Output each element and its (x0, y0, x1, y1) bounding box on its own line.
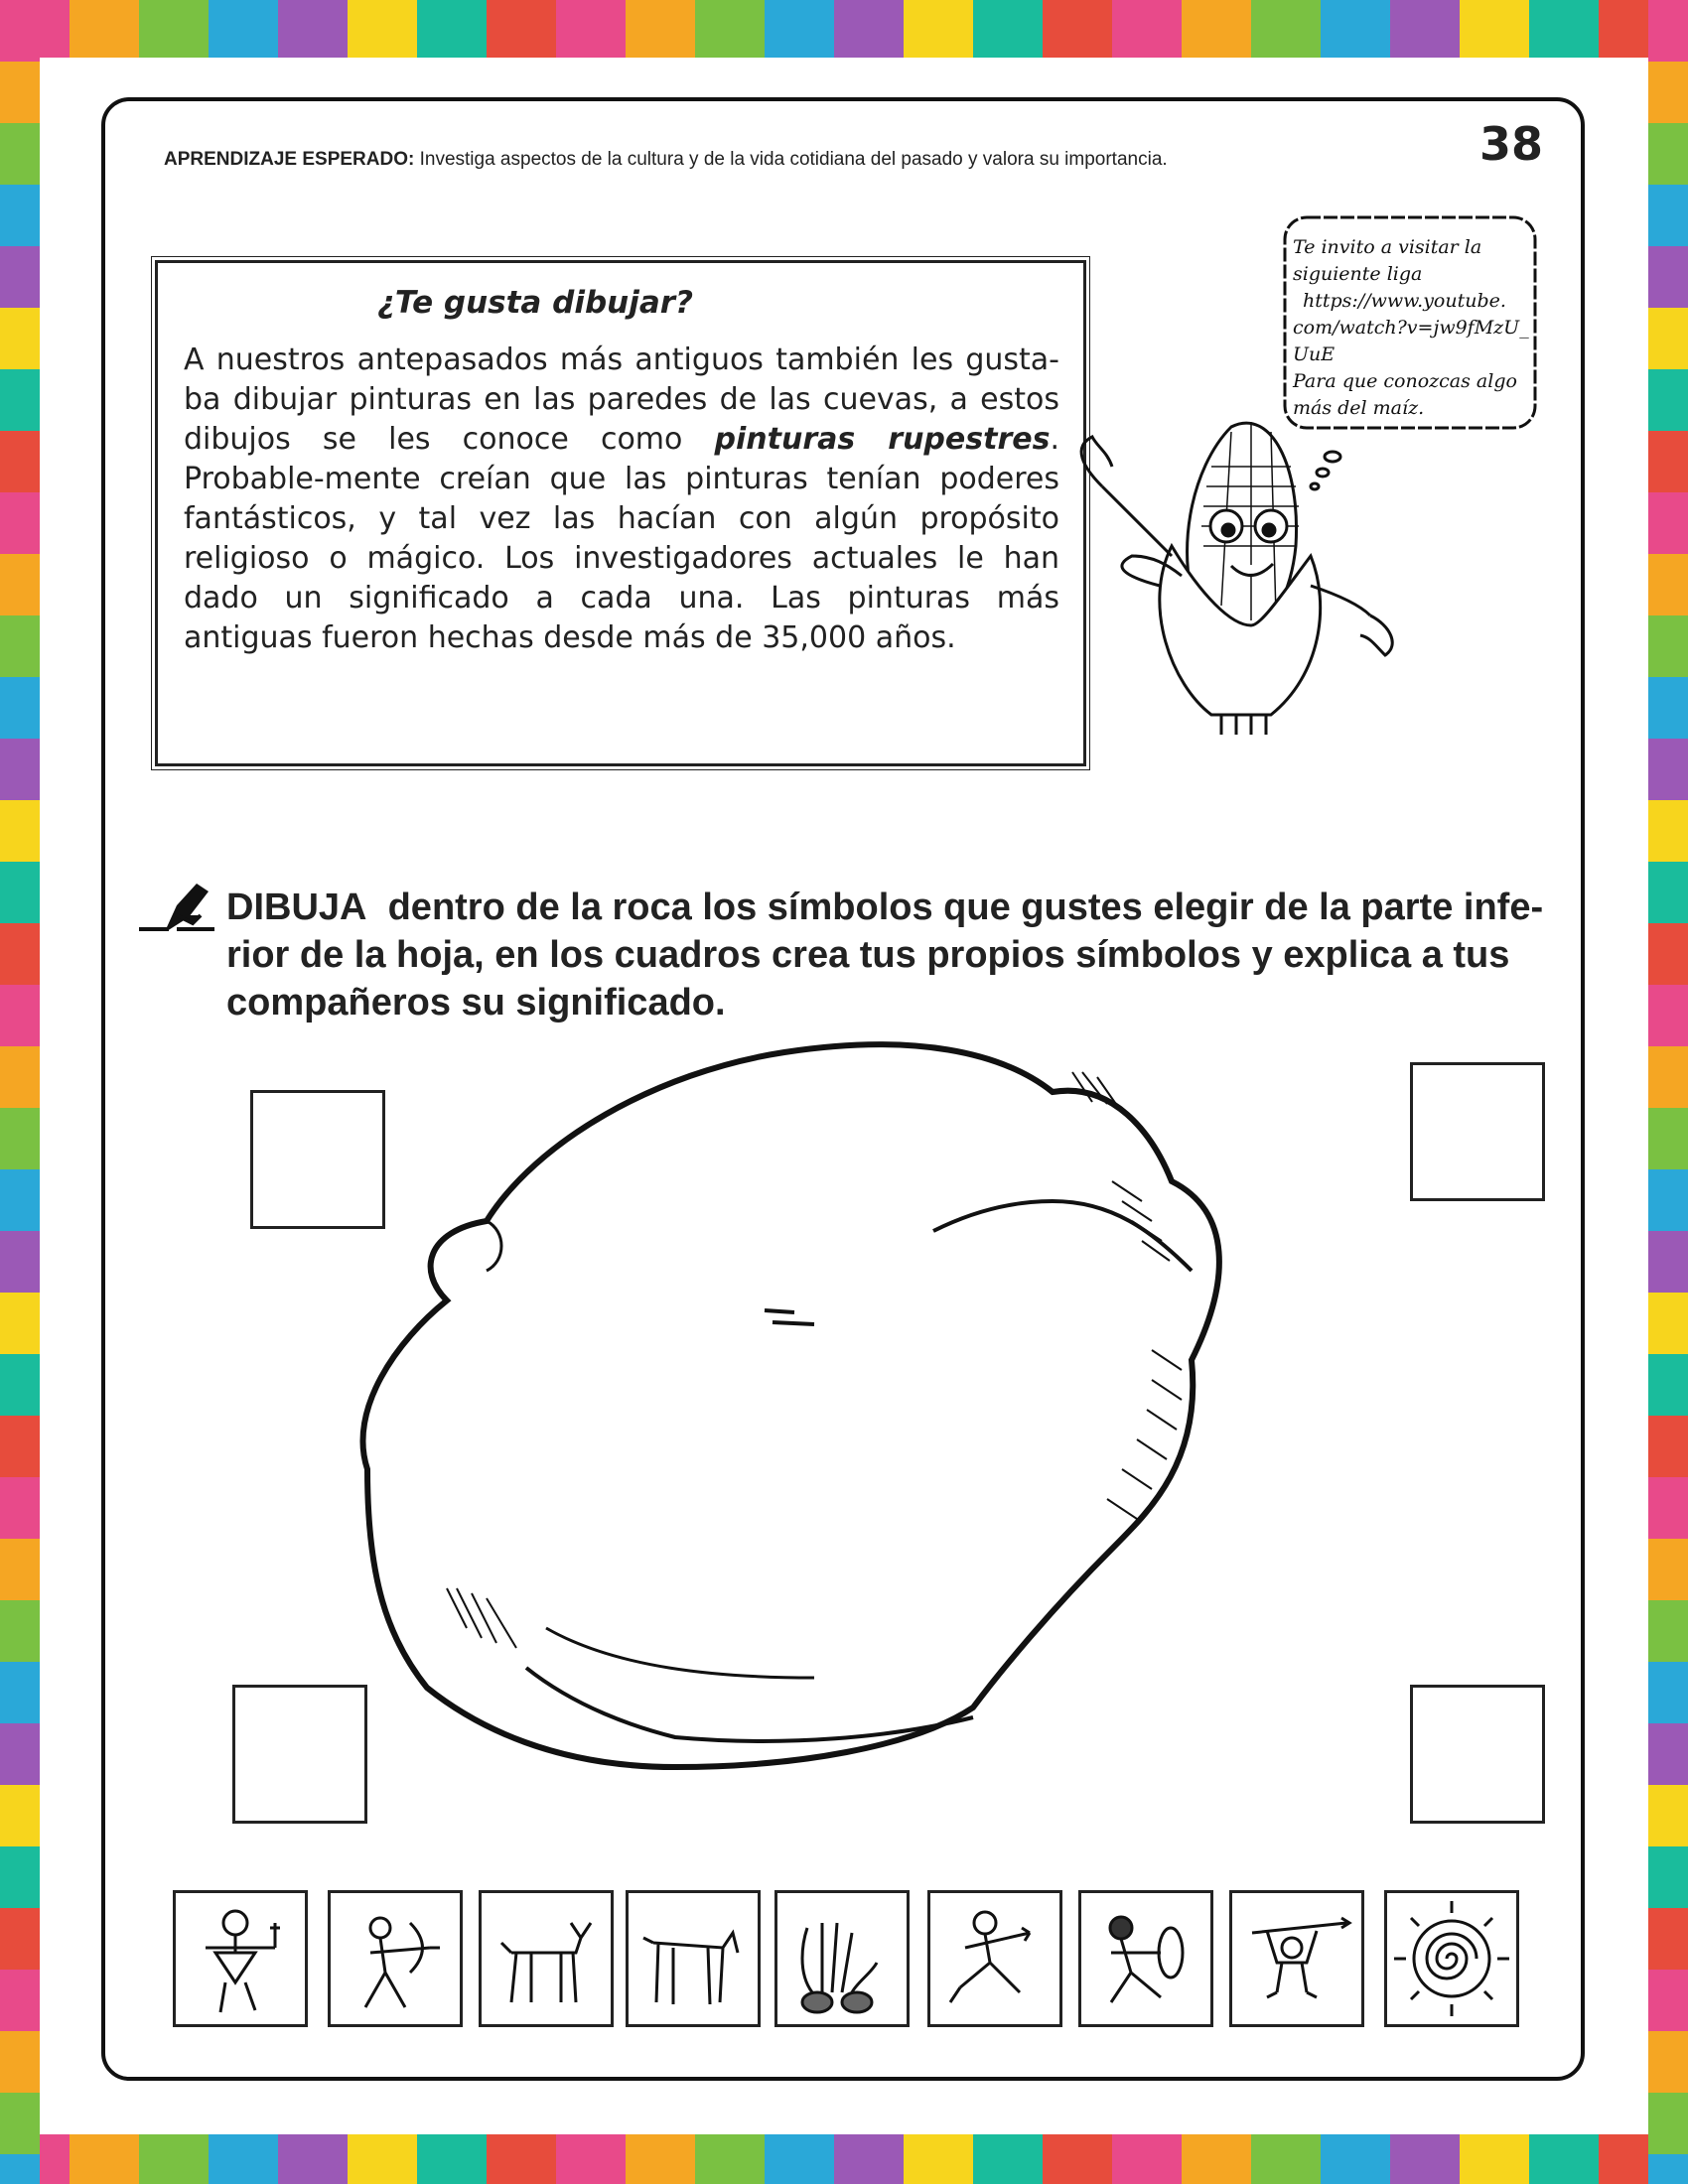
info-box (155, 260, 1086, 766)
decorative-border-bottom (0, 2134, 1688, 2184)
info-box-text (184, 341, 1059, 658)
learning-objective-label: APRENDIZAJE ESPERADO: (164, 149, 415, 170)
crouching-hunter-icon (930, 1893, 1059, 2024)
symbol-warrior-with-shield[interactable] (1078, 1890, 1213, 2027)
learning-objective-text: Investiga aspectos de la cultura y de la vida cotidiana del pasado y valora su importancia. (419, 149, 1168, 170)
info-text-part1: A nuestros antepasados más antiguos también les gusta-ba dibujar pinturas en las paredes de las cuevas, a estos dibujos se les conoce como (184, 342, 1059, 457)
archer-icon (331, 1893, 460, 2024)
instruction-body: dentro de la roca los símbolos que gustes elegir de la parte infe-rior de la hoja, en los cuadros crea tus propios símbolos y explica a tus compañeros su significado. (226, 887, 1544, 1024)
bubble-link[interactable]: com/watch?v=jw9fMzU_ (1293, 317, 1529, 339)
figure-lifting-spear-icon (1232, 1893, 1361, 2024)
drawing-box[interactable] (1410, 1685, 1545, 1824)
symbol-animal[interactable] (626, 1890, 761, 2027)
decorative-border-left (0, 0, 40, 2184)
bubble-link[interactable]: https://www.youtube. (1303, 290, 1506, 312)
decorative-border-right (1648, 0, 1688, 2184)
symbol-crouching-hunter[interactable] (927, 1890, 1062, 2027)
corn-mascot (1072, 407, 1410, 745)
bubble-line: más del maíz. (1293, 397, 1425, 419)
symbol-figure-lifting-spear[interactable] (1229, 1890, 1364, 2027)
drawing-box[interactable] (1410, 1062, 1545, 1201)
symbol-hunter-with-spear[interactable] (173, 1890, 308, 2027)
pencil-writing-icon (137, 876, 216, 937)
info-text-emphasis: pinturas rupestres (714, 422, 1051, 457)
instruction-verb: DIBUJA (226, 887, 367, 928)
bubble-line: Para que conozcas algo (1293, 370, 1517, 392)
warrior-with-shield-icon (1081, 1893, 1210, 2024)
drawing-box[interactable] (232, 1685, 367, 1824)
instruction-text (226, 884, 1577, 1026)
symbol-hands[interactable] (774, 1890, 910, 2027)
page-number: 38 (1479, 117, 1544, 171)
speech-bubble-text (1293, 234, 1541, 422)
info-text-part2: . Probable-mente creían que las pinturas tenían poderes fantásticos, y tal vez las hacían con algún propósito religioso o mágico. Los investigadores actuales le han dado un significado a cada una. Las pinturas más antiguas fueron hechas desde más de 35,000 años. (184, 422, 1059, 655)
deer-icon (482, 1893, 611, 2024)
hands-icon (777, 1893, 907, 2024)
symbol-deer[interactable] (479, 1890, 614, 2027)
symbol-archer[interactable] (328, 1890, 463, 2027)
decorative-border-top (0, 0, 1688, 58)
animal-icon (629, 1893, 758, 2024)
sun-spiral-icon (1387, 1893, 1516, 2024)
learning-objective (164, 149, 1168, 171)
symbol-sun-spiral[interactable] (1384, 1890, 1519, 2027)
bubble-link[interactable]: UuE (1293, 343, 1336, 365)
info-box-title: ¿Te gusta dibujar? (376, 285, 694, 321)
bubble-line: Te invito a visitar la (1293, 236, 1482, 258)
symbols-strip (173, 1890, 1513, 2029)
bubble-line: siguiente liga (1293, 263, 1423, 285)
rock-drawing[interactable] (357, 1032, 1410, 1807)
hunter-with-spear-icon (176, 1893, 305, 2024)
